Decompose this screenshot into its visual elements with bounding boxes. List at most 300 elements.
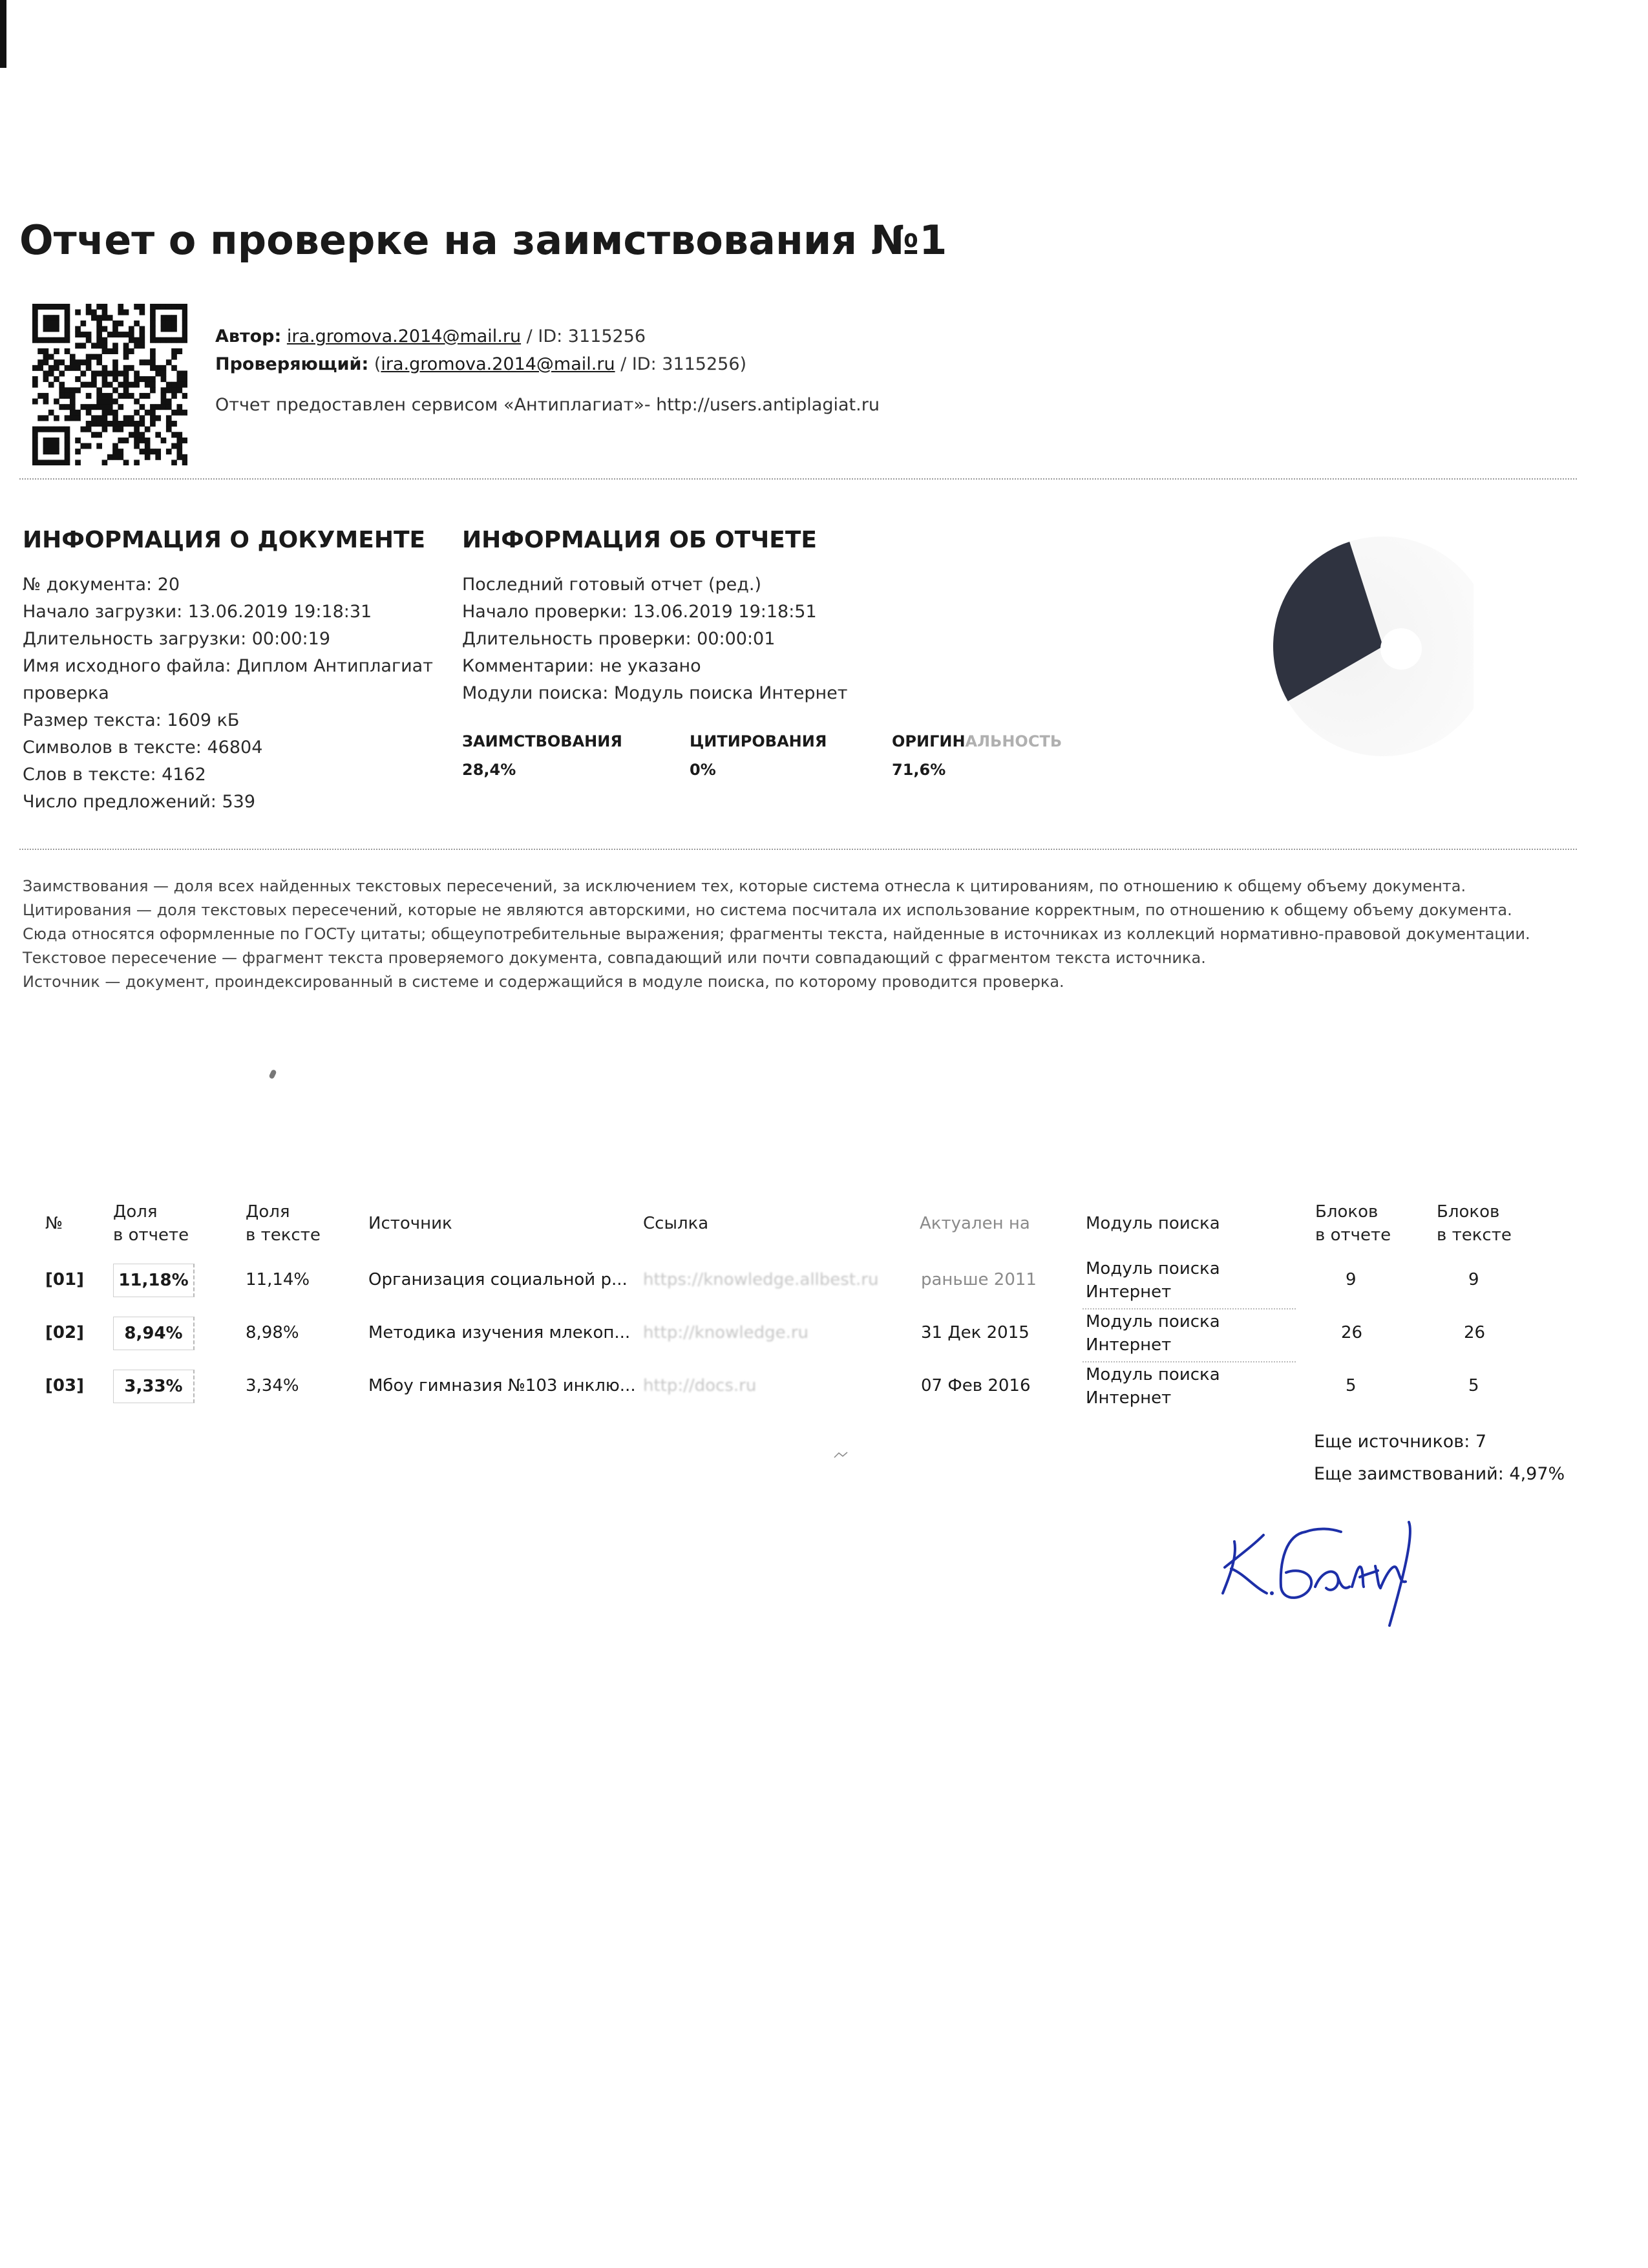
qr-module [102, 415, 108, 421]
qr-module [171, 315, 177, 321]
qr-module [145, 359, 151, 365]
row-num: [02] [45, 1323, 84, 1342]
qr-module [43, 326, 49, 332]
qr-module [118, 449, 123, 454]
qr-module [171, 321, 177, 326]
qr-module [182, 310, 187, 315]
row-blocks-report: 9 [1346, 1270, 1357, 1289]
qr-module [65, 387, 70, 393]
qr-module [86, 427, 92, 432]
qr-module [43, 376, 49, 382]
qr-module [75, 410, 81, 416]
qr-module [171, 348, 177, 354]
qr-module [102, 348, 108, 354]
qr-module [102, 337, 108, 343]
qr-module [166, 337, 172, 343]
qr-module [80, 443, 86, 449]
qr-module [96, 443, 102, 449]
qr-module [118, 438, 123, 443]
originality-pie-chart [1254, 517, 1474, 776]
row-module-line1: Модуль поиска [1086, 1365, 1220, 1384]
row-module [1086, 1257, 1220, 1304]
col-header-share-text [246, 1200, 321, 1247]
qr-module [140, 359, 145, 365]
qr-module [176, 432, 182, 438]
qr-module [145, 410, 151, 416]
row-module-line2: Интернет [1086, 1282, 1172, 1302]
originality-label-faded: АЛЬНОСТЬ [965, 732, 1062, 750]
col-header-blocks-text-line2: в тексте [1437, 1225, 1512, 1245]
row-source[interactable]: Методика изучения млекоп... [368, 1323, 631, 1342]
qr-module [107, 348, 113, 354]
qr-module [54, 376, 59, 382]
qr-module [75, 387, 81, 393]
row-blocks-report: 26 [1341, 1323, 1363, 1342]
qr-module [59, 370, 65, 376]
qr-module [134, 370, 140, 376]
row-module-line2: Интернет [1086, 1335, 1172, 1355]
qr-module [118, 321, 123, 326]
qr-module [112, 421, 118, 427]
qr-module [43, 438, 49, 443]
qr-module [91, 354, 97, 360]
qr-module [129, 326, 134, 332]
row-blocks-text: 9 [1468, 1270, 1479, 1289]
col-header-link: Ссылка [643, 1214, 709, 1233]
qr-module [118, 332, 123, 337]
qr-module [102, 326, 108, 332]
qr-module [155, 370, 161, 376]
row-link[interactable]: http://docs.ru [643, 1376, 757, 1395]
qr-module [182, 321, 187, 326]
document-info-line: проверка [23, 683, 109, 703]
author-id: / ID: 3115256 [521, 326, 646, 346]
row-blocks-text: 5 [1468, 1376, 1479, 1395]
qr-module [112, 359, 118, 365]
qr-module [37, 460, 43, 465]
col-header-share-report [113, 1200, 189, 1247]
qr-module [166, 326, 172, 332]
qr-module [32, 332, 38, 337]
qr-module [140, 343, 145, 348]
qr-module [161, 304, 167, 310]
qr-module [182, 454, 187, 460]
checker-email-link[interactable]: ira.gromova.2014@mail.ru [381, 354, 615, 374]
author-line [215, 326, 646, 346]
qr-module [48, 427, 54, 432]
qr-module [32, 427, 38, 432]
qr-module [48, 438, 54, 443]
qr-module [123, 365, 129, 371]
row-share-text: 11,14% [246, 1270, 310, 1289]
qr-module [48, 443, 54, 449]
qr-module [86, 443, 92, 449]
row-share-text: 3,34% [246, 1376, 299, 1395]
qr-module [48, 354, 54, 360]
definition-text-overlap: Текстовое пересечение — фрагмент текста проверяемого документа, совпадающий или почти совпадающий с фрагментом текста источника. [23, 949, 1206, 967]
qr-module [32, 460, 38, 465]
qr-module [171, 432, 177, 438]
qr-module [112, 415, 118, 421]
qr-module [91, 370, 97, 376]
report-info-line: Длительность проверки: 00:00:01 [462, 629, 776, 649]
qr-module [102, 310, 108, 315]
qr-module [140, 404, 145, 410]
qr-module [80, 370, 86, 376]
qr-module [123, 421, 129, 427]
qr-module [166, 404, 172, 410]
qr-module [65, 438, 70, 443]
qr-module [102, 421, 108, 427]
qr-module [65, 304, 70, 310]
qr-module [145, 454, 151, 460]
qr-module [123, 438, 129, 443]
qr-module [43, 427, 49, 432]
qr-module [70, 404, 76, 410]
qr-module [150, 376, 156, 382]
col-header-source: Источник [368, 1214, 452, 1233]
qr-module [59, 460, 65, 465]
qr-module [96, 393, 102, 399]
qr-module [102, 365, 108, 371]
citation-label: ЦИТИРОВАНИЯ [690, 732, 827, 750]
col-header-blocks-text-line1: Блоков [1437, 1202, 1500, 1222]
qr-module [48, 382, 54, 388]
qr-module [32, 365, 38, 371]
qr-module [107, 404, 113, 410]
qr-module [155, 432, 161, 438]
qr-module [91, 382, 97, 388]
qr-module [150, 337, 156, 343]
qr-module [86, 354, 92, 360]
qr-module [134, 427, 140, 432]
col-header-blocks-report [1315, 1200, 1391, 1247]
qr-module [150, 359, 156, 365]
qr-module [155, 454, 161, 460]
qr-module [86, 421, 92, 427]
qr-module [150, 304, 156, 310]
qr-module [59, 304, 65, 310]
qr-module [86, 365, 92, 371]
qr-module [80, 382, 86, 388]
definition-borrowing: Заимствования — доля всех найденных текстовых пересечений, за исключением тех, которые система отнесла к цитированиям, по отношению к общему объему документа. [23, 877, 1466, 895]
col-header-num: № [45, 1214, 63, 1233]
qr-module [48, 365, 54, 371]
qr-module [91, 415, 97, 421]
qr-module [140, 332, 145, 337]
qr-module [91, 310, 97, 315]
qr-module [123, 376, 129, 382]
col-header-share-report-line1: Доля [113, 1202, 158, 1222]
more-sources: Еще источников: 7 [1314, 1432, 1487, 1452]
more-borrowings: Еще заимствований: 4,97% [1314, 1464, 1565, 1484]
qr-module [161, 315, 167, 321]
checker-open-paren: ( [368, 354, 381, 374]
qr-module [171, 460, 177, 465]
qr-module [65, 326, 70, 332]
qr-module [150, 404, 156, 410]
qr-module [140, 432, 145, 438]
qr-module [32, 376, 38, 382]
qr-module [176, 304, 182, 310]
qr-module [59, 359, 65, 365]
qr-module [176, 337, 182, 343]
qr-module [176, 404, 182, 410]
qr-module [161, 337, 167, 343]
row-source[interactable]: Мбоу гимназия №103 инклю... [368, 1376, 636, 1395]
qr-module [140, 438, 145, 443]
qr-module [166, 449, 172, 454]
qr-module [129, 348, 134, 354]
qr-module [112, 365, 118, 371]
qr-module [32, 382, 38, 388]
qr-module [54, 443, 59, 449]
qr-module [150, 348, 156, 354]
qr-module [123, 387, 129, 393]
qr-module [123, 343, 129, 348]
qr-module [54, 460, 59, 465]
report-info-list [462, 571, 847, 707]
qr-module [65, 415, 70, 421]
qr-module [96, 387, 102, 393]
qr-module [166, 415, 172, 421]
row-share-report: 11,18% [113, 1264, 195, 1297]
qr-module [65, 393, 70, 399]
qr-module [75, 415, 81, 421]
qr-module [37, 304, 43, 310]
qr-module [150, 382, 156, 388]
document-info-line: Имя исходного файла: Диплом Антиплагиат [23, 656, 433, 676]
row-actual: 31 Дек 2015 [921, 1323, 1030, 1342]
qr-module [118, 454, 123, 460]
qr-module [96, 370, 102, 376]
qr-module [32, 443, 38, 449]
qr-module [96, 399, 102, 405]
qr-module [32, 315, 38, 321]
qr-module [150, 421, 156, 427]
qr-module [70, 410, 76, 416]
qr-module [96, 415, 102, 421]
qr-module [161, 399, 167, 405]
originality-value: 71,6% [892, 761, 946, 779]
qr-module [134, 443, 140, 449]
qr-module [32, 454, 38, 460]
row-source[interactable]: Организация социальной р... [368, 1270, 628, 1289]
qr-module [118, 427, 123, 432]
qr-module [54, 337, 59, 343]
qr-module [171, 443, 177, 449]
row-num: [03] [45, 1376, 84, 1395]
qr-module [145, 382, 151, 388]
qr-module [118, 310, 123, 315]
qr-module [70, 354, 76, 360]
row-module [1086, 1363, 1220, 1410]
qr-module [171, 410, 177, 416]
qr-module [96, 432, 102, 438]
qr-module [107, 410, 113, 416]
qr-module [145, 438, 151, 443]
qr-module [54, 326, 59, 332]
qr-module [70, 415, 76, 421]
qr-module [134, 421, 140, 427]
qr-module [182, 337, 187, 343]
scan-smudge [268, 1069, 277, 1079]
col-header-module: Модуль поиска [1086, 1214, 1220, 1233]
qr-module [70, 387, 76, 393]
qr-module [171, 337, 177, 343]
author-email-link[interactable]: ira.gromova.2014@mail.ru [286, 326, 522, 346]
qr-module [129, 432, 134, 438]
qr-module [166, 359, 172, 365]
document-info-line: Символов в тексте: 46804 [23, 737, 263, 758]
qr-module [96, 421, 102, 427]
qr-module [96, 337, 102, 343]
qr-module [118, 404, 123, 410]
qr-module [65, 427, 70, 432]
qr-module [182, 438, 187, 443]
qr-module [112, 399, 118, 405]
qr-module [65, 310, 70, 315]
qr-module [102, 410, 108, 416]
qr-module [161, 438, 167, 443]
row-module-line2: Интернет [1086, 1388, 1172, 1408]
row-link[interactable]: http://knowledge.ru [643, 1323, 809, 1342]
qr-module [48, 410, 54, 416]
qr-module [75, 376, 81, 382]
qr-module [86, 359, 92, 365]
qr-module [96, 326, 102, 332]
qr-module [75, 326, 81, 332]
qr-module [123, 332, 129, 337]
row-share-text: 8,98% [246, 1323, 299, 1342]
qr-module [65, 365, 70, 371]
qr-module [102, 370, 108, 376]
qr-module [134, 337, 140, 343]
qr-module [112, 348, 118, 354]
divider-top [19, 478, 1577, 480]
qr-module [91, 404, 97, 410]
qr-module [43, 337, 49, 343]
qr-module [134, 438, 140, 443]
qr-module [171, 365, 177, 371]
qr-module [112, 321, 118, 326]
document-info-line: Длительность загрузки: 00:00:19 [23, 629, 331, 649]
qr-module [107, 399, 113, 405]
qr-code-icon [32, 304, 187, 465]
qr-module [155, 304, 161, 310]
qr-module [80, 427, 86, 432]
qr-module [107, 315, 113, 321]
qr-module [43, 321, 49, 326]
borrowing-value: 28,4% [462, 761, 516, 779]
qr-module [123, 370, 129, 376]
qr-module [123, 348, 129, 354]
qr-module [75, 438, 81, 443]
qr-module [96, 359, 102, 365]
table-row[interactable] [23, 1256, 1600, 1309]
qr-module [107, 454, 113, 460]
qr-module [129, 337, 134, 343]
col-header-actual: Актуален на [920, 1214, 1030, 1233]
qr-module [150, 410, 156, 416]
qr-module [171, 421, 177, 427]
qr-module [118, 304, 123, 310]
report-info-line: Последний готовый отчет (ред.) [462, 575, 762, 595]
qr-module [86, 404, 92, 410]
qr-module [134, 432, 140, 438]
qr-module [102, 427, 108, 432]
document-info-line: Число предложений: 539 [23, 792, 256, 812]
qr-module [155, 449, 161, 454]
qr-module [182, 376, 187, 382]
qr-module [96, 321, 102, 326]
qr-module [48, 315, 54, 321]
qr-module [112, 387, 118, 393]
pie-inner-highlight [1380, 628, 1422, 670]
qr-module [59, 393, 65, 399]
qr-module [176, 410, 182, 416]
table-row[interactable] [23, 1309, 1600, 1362]
qr-module [48, 370, 54, 376]
qr-module [32, 438, 38, 443]
qr-module [161, 365, 167, 371]
qr-module [155, 337, 161, 343]
qr-module [176, 376, 182, 382]
qr-module [140, 337, 145, 343]
report-title: Отчет о проверке на заимствования №1 [19, 217, 947, 264]
qr-module [134, 410, 140, 416]
qr-module [43, 399, 49, 405]
qr-module [48, 304, 54, 310]
qr-module [123, 310, 129, 315]
qr-module [171, 387, 177, 393]
qr-module [43, 304, 49, 310]
qr-module [86, 410, 92, 416]
qr-module [102, 315, 108, 321]
definition-citation: Цитирования — доля текстовых пересечений, которые не являются авторскими, но система посчитала их использование корректным, по отношению к общему объему документа. Сюда относятся оформленные по ГОСТу цитаты; общеупотребительные выражения; фрагменты текста, найденные в источниках из коллекций нормативно-правовой документации. [23, 901, 1530, 943]
definition-source: Источник — документ, проиндексированный в системе и содержащийся в модуле поиска, по которому проводится проверка. [23, 973, 1064, 991]
qr-module [65, 404, 70, 410]
qr-module [96, 404, 102, 410]
qr-module [161, 370, 167, 376]
qr-module [59, 387, 65, 393]
qr-module [65, 454, 70, 460]
qr-module [176, 438, 182, 443]
qr-module [118, 421, 123, 427]
qr-module [43, 415, 49, 421]
qr-module [112, 326, 118, 332]
qr-module [32, 326, 38, 332]
qr-module [54, 449, 59, 454]
qr-module [166, 304, 172, 310]
qr-module [166, 382, 172, 388]
qr-module [54, 315, 59, 321]
col-header-blocks-report-line2: в отчете [1315, 1225, 1391, 1245]
qr-module [123, 354, 129, 360]
qr-module [150, 315, 156, 321]
qr-module [43, 443, 49, 449]
qr-module [140, 310, 145, 315]
qr-module [54, 438, 59, 443]
qr-module [54, 359, 59, 365]
row-actual: раньше 2011 [921, 1270, 1037, 1289]
qr-module [43, 370, 49, 376]
qr-module [161, 376, 167, 382]
qr-module [118, 393, 123, 399]
row-link[interactable]: https://knowledge.allbest.ru [643, 1270, 879, 1289]
table-row[interactable] [23, 1362, 1600, 1415]
qr-module [145, 449, 151, 454]
